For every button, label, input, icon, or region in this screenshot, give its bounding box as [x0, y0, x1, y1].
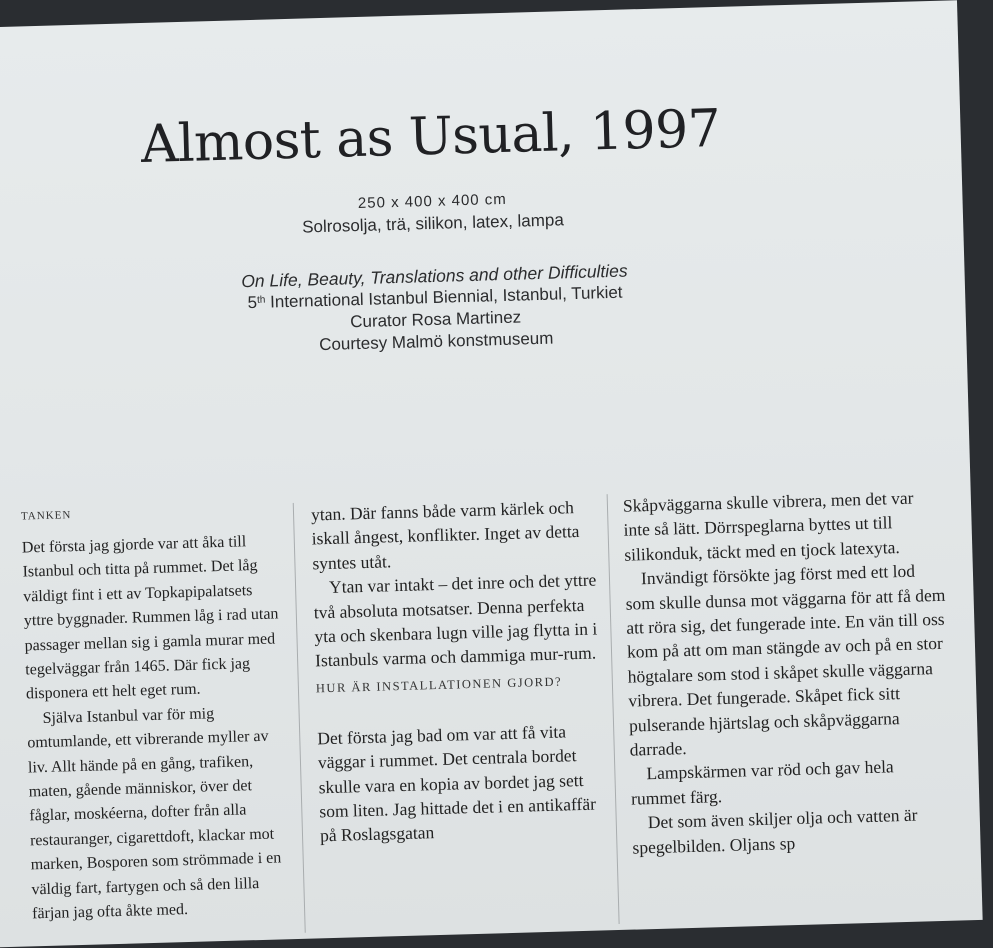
section-heading-installation: HUR ÄR INSTALLATIONEN GJORD? [315, 674, 563, 696]
text-columns [21, 484, 993, 941]
courtesy: Courtesy Malmö konstmuseum [318, 328, 554, 355]
page-title: Almost as Usual, 1997 [140, 98, 722, 176]
biennial-ordinal: th [256, 294, 266, 306]
biennial-text: International Istanbul Biennial, Istanbul, Turkiet [265, 282, 623, 312]
paragraph: Lampskärmen var röd och gav hela rummet färg. [630, 756, 894, 809]
exhibition-title: On Life, Beauty, Translations and other Difficulties [241, 260, 628, 292]
paragraph: Det första jag gjorde var att åka till Istanbul och titta på rummet. Det låg väldigt fint i ett av Topkapipalatsets yttre byggnader. Rummen låg i rad utan passager mellan sig i gamla murar med tegelväggar från 1465. Där fick jag disponera ett helt eget rum. [21, 533, 279, 703]
column-3 [623, 485, 953, 860]
biennial-number: 5 [247, 292, 258, 313]
artwork-details [0, 178, 906, 366]
paragraph: Skåpväggarna skulle vibrera, men det var inte så lätt. Dörrspeglarna byttes ut till silikonduk, täckt med en tjock latexyta. [622, 487, 914, 565]
curator: Curator Rosa Martinez [349, 307, 522, 332]
column-divider [607, 494, 620, 924]
paragraph: Det första jag bad om var att få vita väggar i rummet. Det centrala bordet skulle vara en kopia av bordet jag sett som liten. Jag hittade det i en antikaffär på Roslagsgatan [317, 721, 597, 846]
paragraph: Invändigt försökte jag först med ett lod som skulle dunsa mot väggarna för att få dem att röra sig, det fungerade inte. En vän till oss kom på att om man stängde av och på en stor högtalare som stod i skåpet skulle väggarna vibrera. Det fungerade. Skåpet fick sitt pulserande hjärtslag och skåpväggarna darrade. [625, 560, 946, 760]
materials: Solrosolja, trä, silikon, latex, lampa [301, 210, 565, 237]
column-divider [293, 503, 306, 933]
paragraph: ytan. Där fanns både varm kärlek och iskall ångest, konflikter. Inget av detta syntes utåt. [310, 497, 580, 574]
column-2 [311, 495, 605, 849]
section-heading-tanken: TANKEN [20, 509, 72, 523]
dimensions: 250 x 400 x 400 cm [357, 190, 508, 213]
paragraph: Det som även skiljer olja och vatten är spegelbilden. Oljans sp [632, 804, 918, 858]
paragraph: Själva Istanbul var för mig omtumlande, ett vibrerande myller av liv. Allt hände på en gång, trafiken, maten, gående människor, över det fåglar, moskéerna, dofter från alla restauranger, cigarettdoft, klackar mot marken, Bosporen som strömmade i en väldig fart, fartygen och så den lilla färjan jag ofta åkte med. [27, 705, 282, 923]
paragraph: Ytan var intakt – det inre och det yttre två absoluta motsatser. Denna perfekta yta och skenbara lugn ville jag flytta in i Istanbuls varma och dammiga mur-rum. [313, 569, 598, 671]
column-1 [21, 503, 293, 927]
